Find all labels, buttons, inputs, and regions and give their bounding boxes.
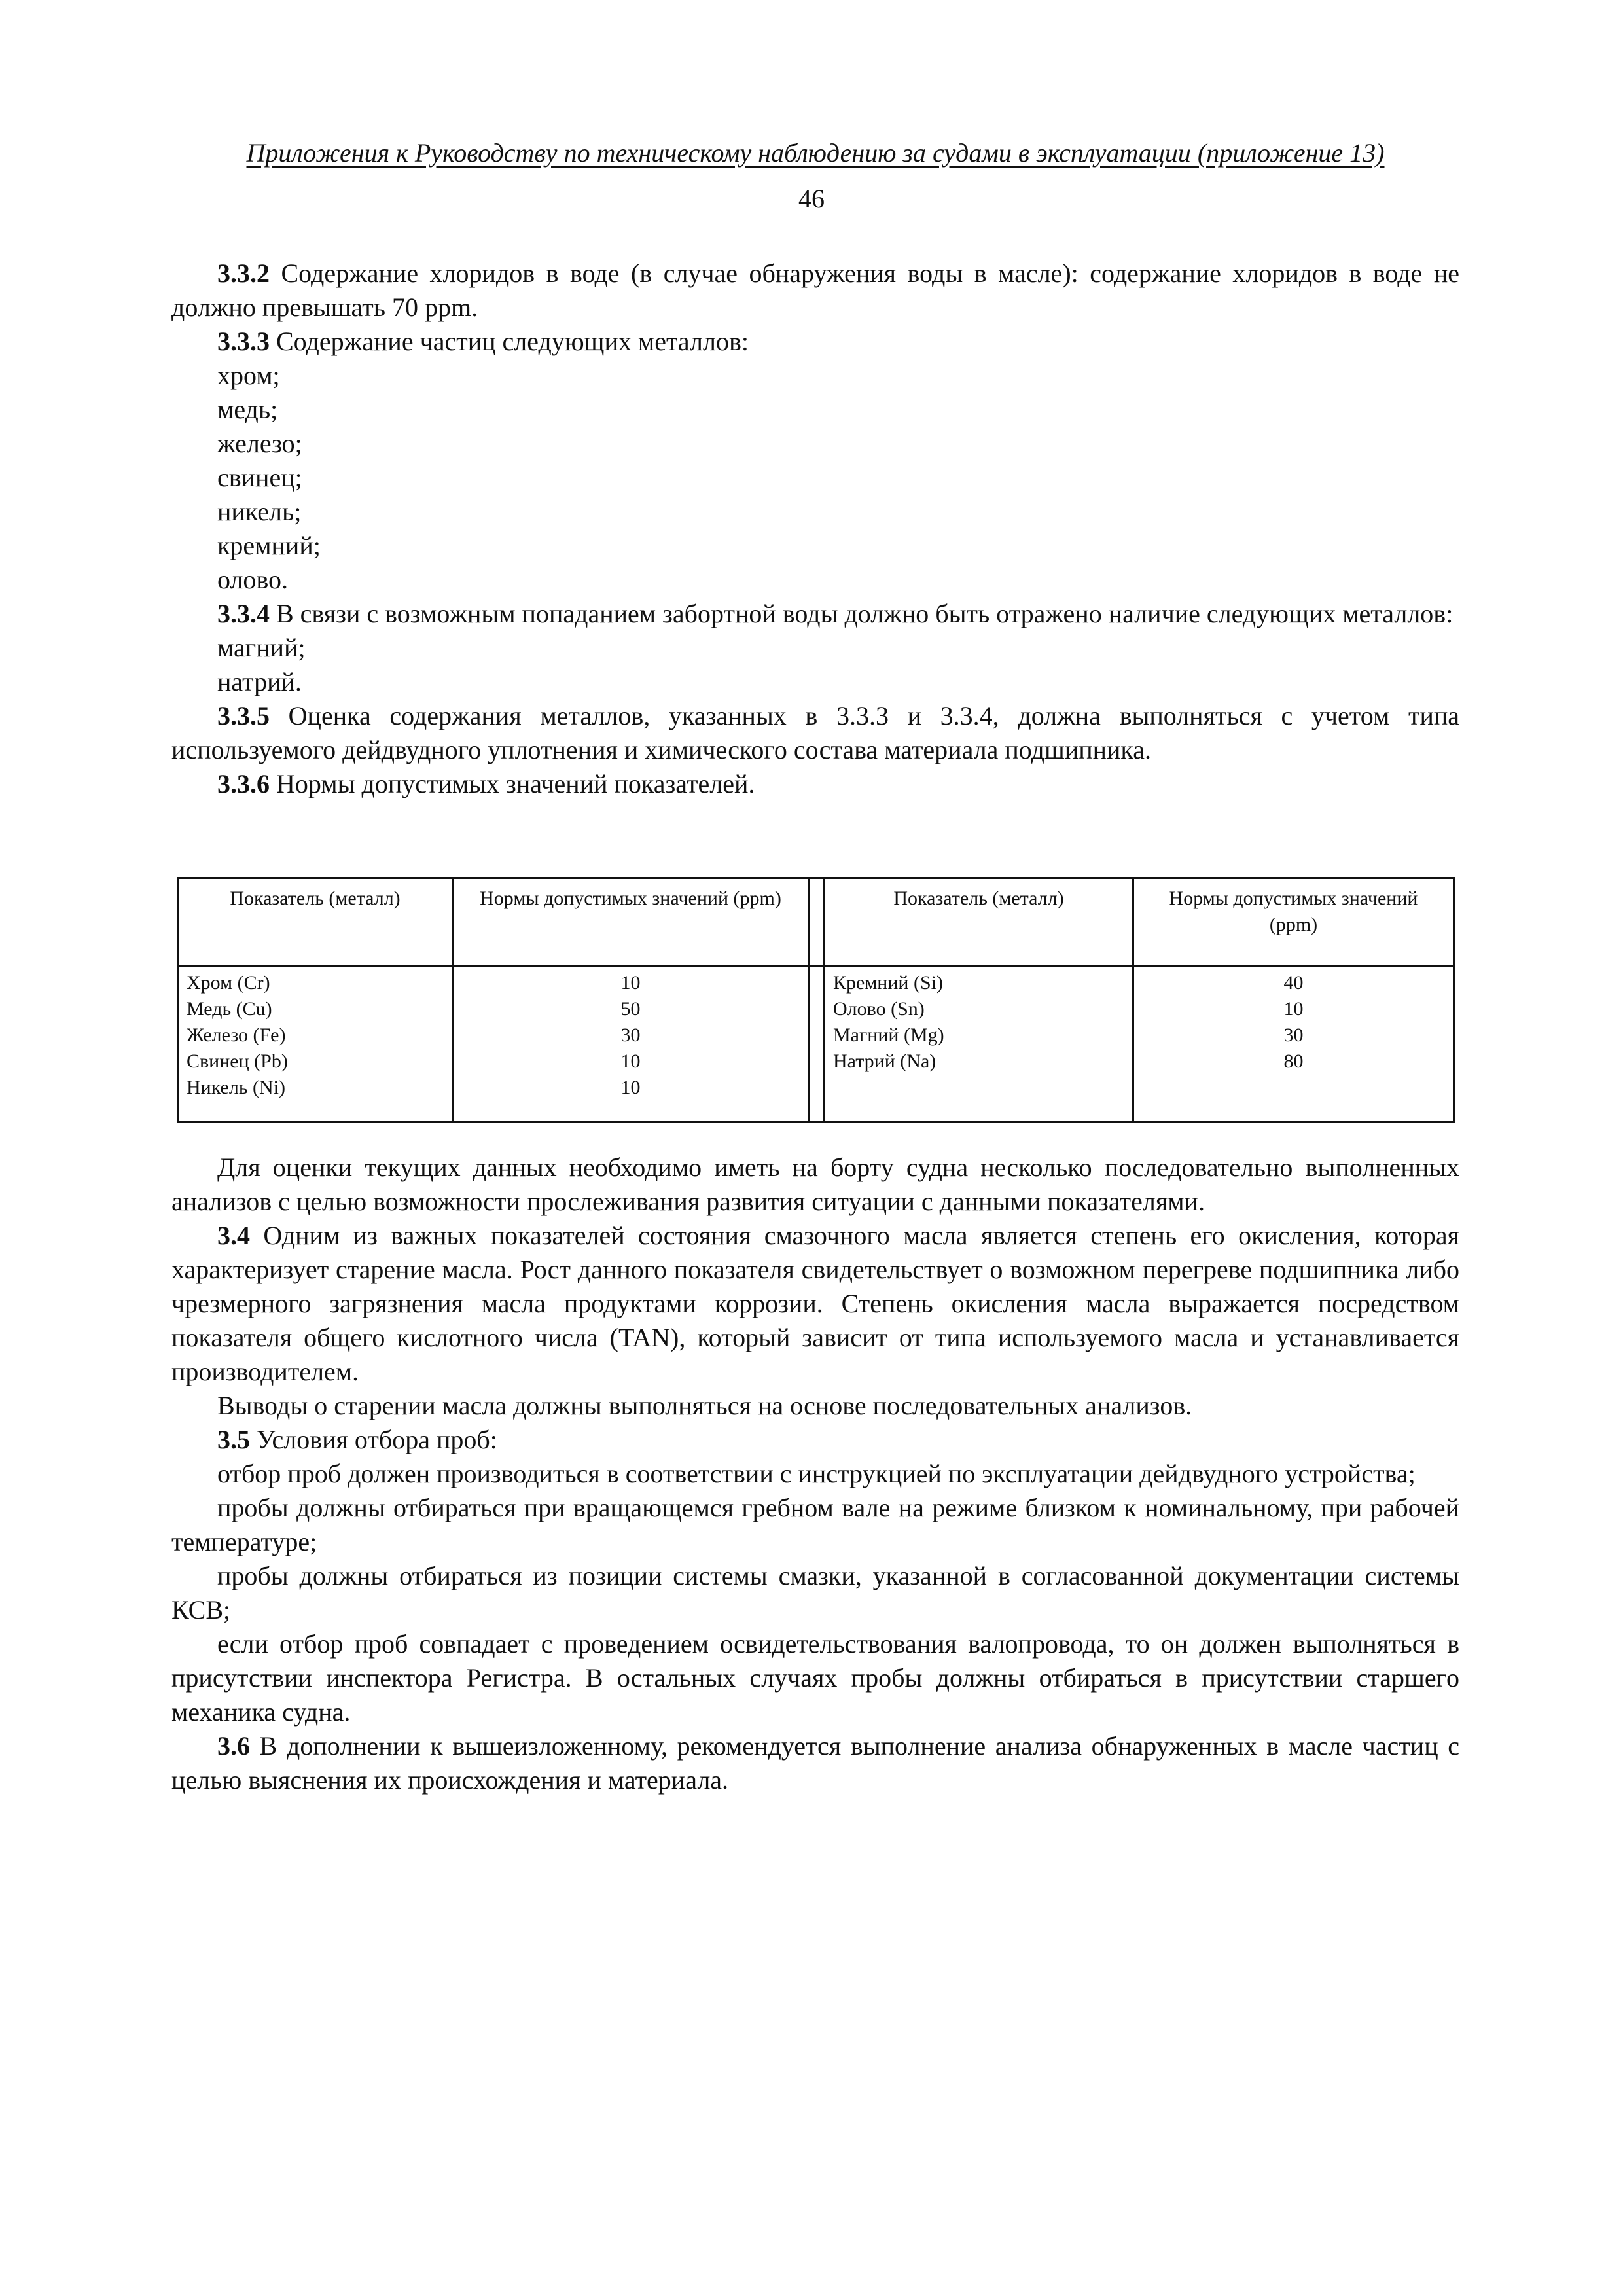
list-item: кремний; <box>217 531 321 560</box>
paragraph-after-table: Для оценки текущих данных необходимо иметь на борту судна несколько последовательно выполненных анализов с целью возможности прослеживания развития ситуации с данными показателями. <box>171 1153 1459 1216</box>
norm-value: 50 <box>620 998 641 1020</box>
metal-name: Никель (Ni) <box>187 1077 285 1098</box>
clause-number: 3.3.2 <box>217 259 270 288</box>
table-data-row <box>178 967 1454 1122</box>
clause-text: В связи с возможным попаданием забортной воды должно быть отражено наличие следующих металлов: <box>276 599 1454 628</box>
list-item: если отбор проб совпадает с проведением освидетельствования валопровода, то он должен выполняться в присутствии инспектора Регистра. В остальных случаях пробы должны отбираться в присутствии старшего механика судна. <box>171 1629 1459 1727</box>
norm-value: 80 <box>1283 1050 1304 1072</box>
list-item: пробы должны отбираться при вращающемся гребном вале на режиме близком к номинальному, при рабочей температуре; <box>171 1493 1459 1556</box>
paragraph-3-4 <box>171 1219 1459 1389</box>
table-header-row <box>178 878 1454 967</box>
paragraph-3-3-6 <box>171 767 1459 801</box>
header-line: (ppm) <box>1269 914 1318 935</box>
norm-value: 40 <box>1283 972 1304 994</box>
metal-name: Свинец (Pb) <box>187 1050 288 1072</box>
table-divider <box>809 967 825 1122</box>
running-header: Приложения к Руководству по техническому наблюдению за судами в эксплуатации (приложение 13) <box>246 138 1385 168</box>
clause-text: В дополнении к вышеизложенному, рекомендуется выполнение анализа обнаруженных в масле частиц с целью выяснения их происхождения и материала. <box>171 1731 1459 1795</box>
paragraph-3-3-2 <box>171 257 1459 325</box>
page-number: 46 <box>798 184 825 213</box>
list-item: железо; <box>217 429 302 458</box>
norm-value: 30 <box>1283 1024 1304 1046</box>
list-item: никель; <box>217 497 302 526</box>
table-header-cell: Показатель (металл) <box>825 878 1133 967</box>
clause-number: 3.3.4 <box>217 599 270 628</box>
paragraph-3-3-4 <box>171 597 1459 631</box>
list-item: олово. <box>217 565 289 594</box>
clause-number: 3.5 <box>217 1425 250 1454</box>
norm-value: 10 <box>620 1050 641 1072</box>
list-item: пробы должны отбираться из позиции системы смазки, указанной в согласованной документации системы КСВ; <box>171 1561 1459 1624</box>
paragraph-3-6 <box>171 1729 1459 1797</box>
paragraph-conclusions: Выводы о старении масла должны выполняться на основе последовательных анализов. <box>217 1391 1192 1420</box>
paragraph-3-5 <box>171 1423 1459 1457</box>
clause-text: Условия отбора проб: <box>257 1425 497 1454</box>
clause-text: Содержание частиц следующих металлов: <box>276 327 749 356</box>
norm-value: 10 <box>620 972 641 994</box>
list-item: натрий. <box>217 667 302 696</box>
list-item: магний; <box>217 633 306 662</box>
header-line: Нормы допустимых значений <box>1169 888 1418 909</box>
metal-name: Хром (Cr) <box>187 972 270 994</box>
list-item: свинец; <box>217 463 302 492</box>
list-item: хром; <box>217 361 280 390</box>
metal-name: Натрий (Na) <box>833 1050 936 1072</box>
table-cell-metals-left <box>178 967 453 1122</box>
clause-number: 3.4 <box>217 1221 250 1250</box>
norm-value: 30 <box>620 1024 641 1046</box>
norm-value: 10 <box>1283 998 1304 1020</box>
clause-number: 3.3.3 <box>217 327 270 356</box>
clause-number: 3.3.6 <box>217 769 270 798</box>
table-cell-values-left <box>453 967 809 1122</box>
norm-value: 10 <box>620 1077 641 1098</box>
metal-name: Олово (Sn) <box>833 998 925 1020</box>
clause-text: Нормы допустимых значений показателей. <box>276 769 755 798</box>
text-block-lower <box>171 1151 1459 1797</box>
list-item: медь; <box>217 395 278 424</box>
metal-name: Магний (Mg) <box>833 1024 944 1046</box>
table-cell-metals-right <box>825 967 1133 1122</box>
metal-name: Железо (Fe) <box>187 1024 286 1046</box>
paragraph-3-3-5 <box>171 699 1459 767</box>
clause-text: Содержание хлоридов в воде (в случае обнаружения воды в масле): содержание хлоридов в воде не должно превышать 70 ppm. <box>171 259 1459 322</box>
table-header-cell <box>1133 878 1454 967</box>
clause-text: Одним из важных показателей состояния смазочного масла является степень его окисления, которая характеризует старение масла. Рост данного показателя свидетельствует о возможном перегреве подшипника либо чрезмерного загрязнения масла продуктами коррозии. Степень окисления масла выражается посредством показателя общего кислотного числа (TAN), который зависит от типа используемого масла и устанавливается производителем. <box>171 1221 1460 1386</box>
table-header-cell: Показатель (металл) <box>178 878 453 967</box>
clause-text: Оценка содержания металлов, указанных в 3.3.3 и 3.3.4, должна выполняться с учетом типа используемого дейдвудного уплотнения и химического состава материала подшипника. <box>171 701 1460 764</box>
table-header-cell: Нормы допустимых значений (ppm) <box>453 878 809 967</box>
metal-name: Кремний (Si) <box>833 972 943 994</box>
clause-number: 3.3.5 <box>217 701 270 730</box>
paragraph-3-3-3 <box>171 325 1459 359</box>
list-item: отбор проб должен производиться в соответствии с инструкцией по эксплуатации дейдвудного устройства; <box>217 1459 1416 1488</box>
norms-table <box>177 877 1455 1123</box>
clause-number: 3.6 <box>217 1731 250 1761</box>
text-block-upper <box>171 257 1459 801</box>
table-divider <box>809 878 825 967</box>
table-cell-values-right <box>1133 967 1454 1122</box>
metal-name: Медь (Cu) <box>187 998 272 1020</box>
